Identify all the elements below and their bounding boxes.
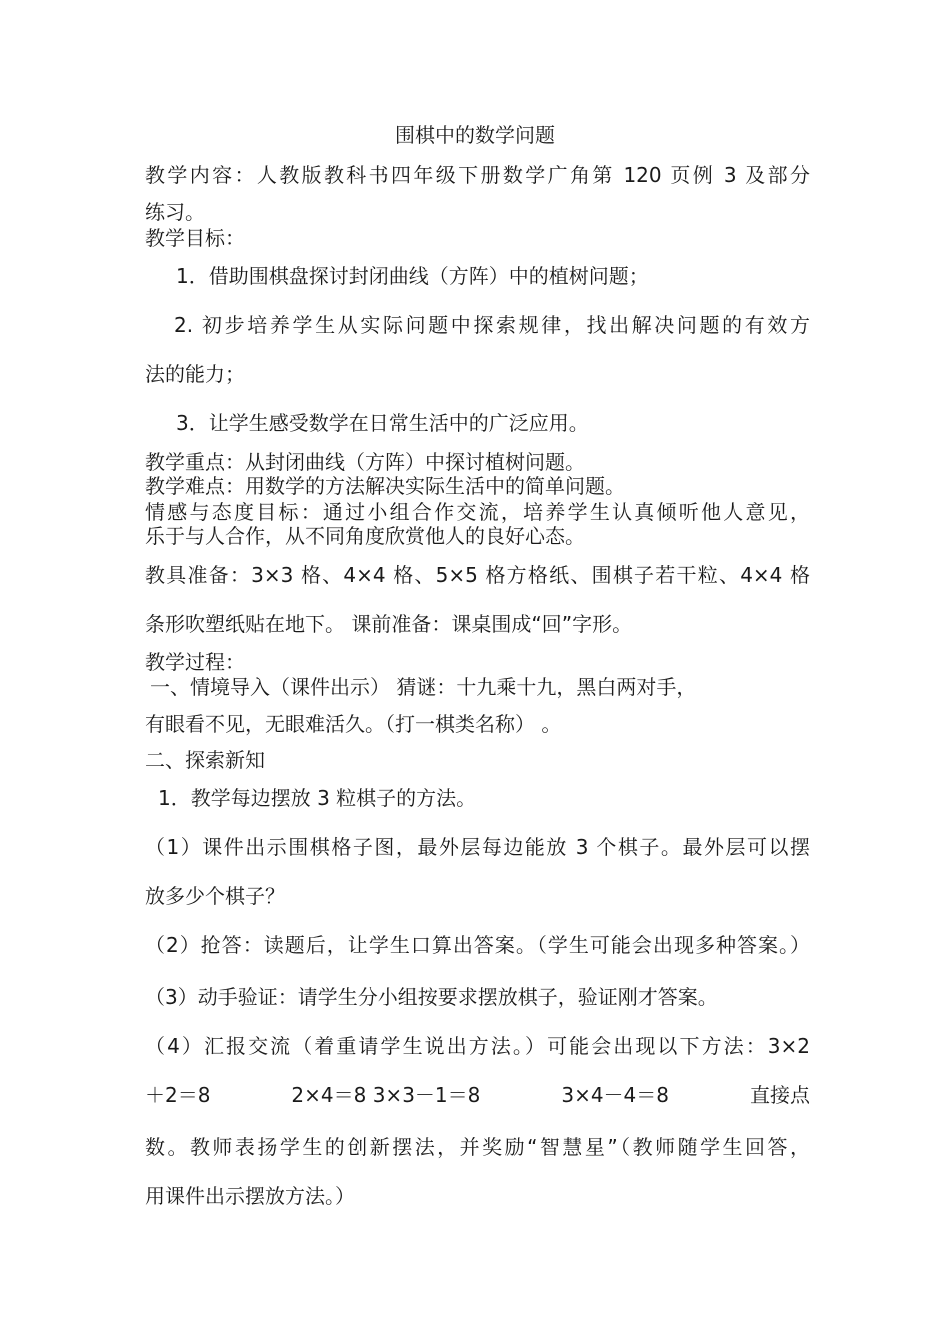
goal-3: 3．让学生感受数学在日常生活中的广泛应用。 [176,411,589,435]
formula-c: 3×4－4＝8 [561,1083,669,1107]
goal-2-line-2: 法的能力； [145,362,245,386]
formula-a: ＋2＝8 [145,1083,211,1107]
process-heading: 教学过程： [145,650,245,674]
explore-heading: 二、探索新知 [145,748,265,772]
content-line-1: 教学内容：人教版教科书四年级下册数学广角第 120 页例 3 及部分 [145,163,810,187]
item-3: （3）动手验证：请学生分小组按要求摆放棋子，验证刚才答案。 [145,985,718,1009]
tools-line-2: 条形吹塑纸贴在地下。 课前准备：课桌围成“回”字形。 [145,612,633,636]
difficulty: 教学难点：用数学的方法解决实际生活中的简单问题。 [145,474,625,498]
document-title: 围棋中的数学问题 [395,123,555,147]
item-4-line-3: 数。教师表扬学生的创新摆法，并奖励“智慧星”（教师随学生回答， [145,1135,810,1159]
formula-d: 直接点 [749,1083,810,1107]
formula-b: 2×4＝8 3×3－1＝8 [291,1083,481,1107]
emotion-goal-line-1: 情感与态度目标：通过小组合作交流，培养学生认真倾听他人意见， [145,500,810,524]
item-1-line-2: 放多少个棋子？ [145,884,285,908]
intro-line-1: 一、情境导入（课件出示） 猜谜：十九乘十九，黑白两对手， [150,675,697,699]
item-1-line-1: （1）课件出示围棋格子图，最外层每边能放 3 个棋子。最外层可以摆 [145,835,810,859]
intro-line-2: 有眼看不见，无眼难活久。（打一棋类名称） 。 [145,712,562,736]
key-point: 教学重点：从封闭曲线（方阵）中探讨植树问题。 [145,450,585,474]
item-4-line-4: 用课件出示摆放方法。） [145,1184,355,1208]
item-4-line-2 [145,1083,810,1107]
tools-line-1: 教具准备：3×3 格、4×4 格、5×5 格方格纸、围棋子若干粒、4×4 格 [145,563,810,587]
goal-2-line-1: 2. 初步培养学生从实际问题中探索规律，找出解决问题的有效方 [174,313,810,337]
step-1: 1．教学每边摆放 3 粒棋子的方法。 [158,786,477,810]
item-2: （2）抢答：读题后，让学生口算出答案。（学生可能会出现多种答案。） [145,933,810,957]
content-line-2: 练习。 [145,200,205,224]
goals-heading: 教学目标： [145,226,245,250]
emotion-goal-line-2: 乐于与人合作，从不同角度欣赏他人的良好心态。 [145,524,585,548]
goal-1: 1．借助围棋盘探讨封闭曲线（方阵）中的植树问题； [176,264,649,288]
item-4-line-1: （4）汇报交流（着重请学生说出方法。）可能会出现以下方法：3×2 [145,1034,810,1058]
